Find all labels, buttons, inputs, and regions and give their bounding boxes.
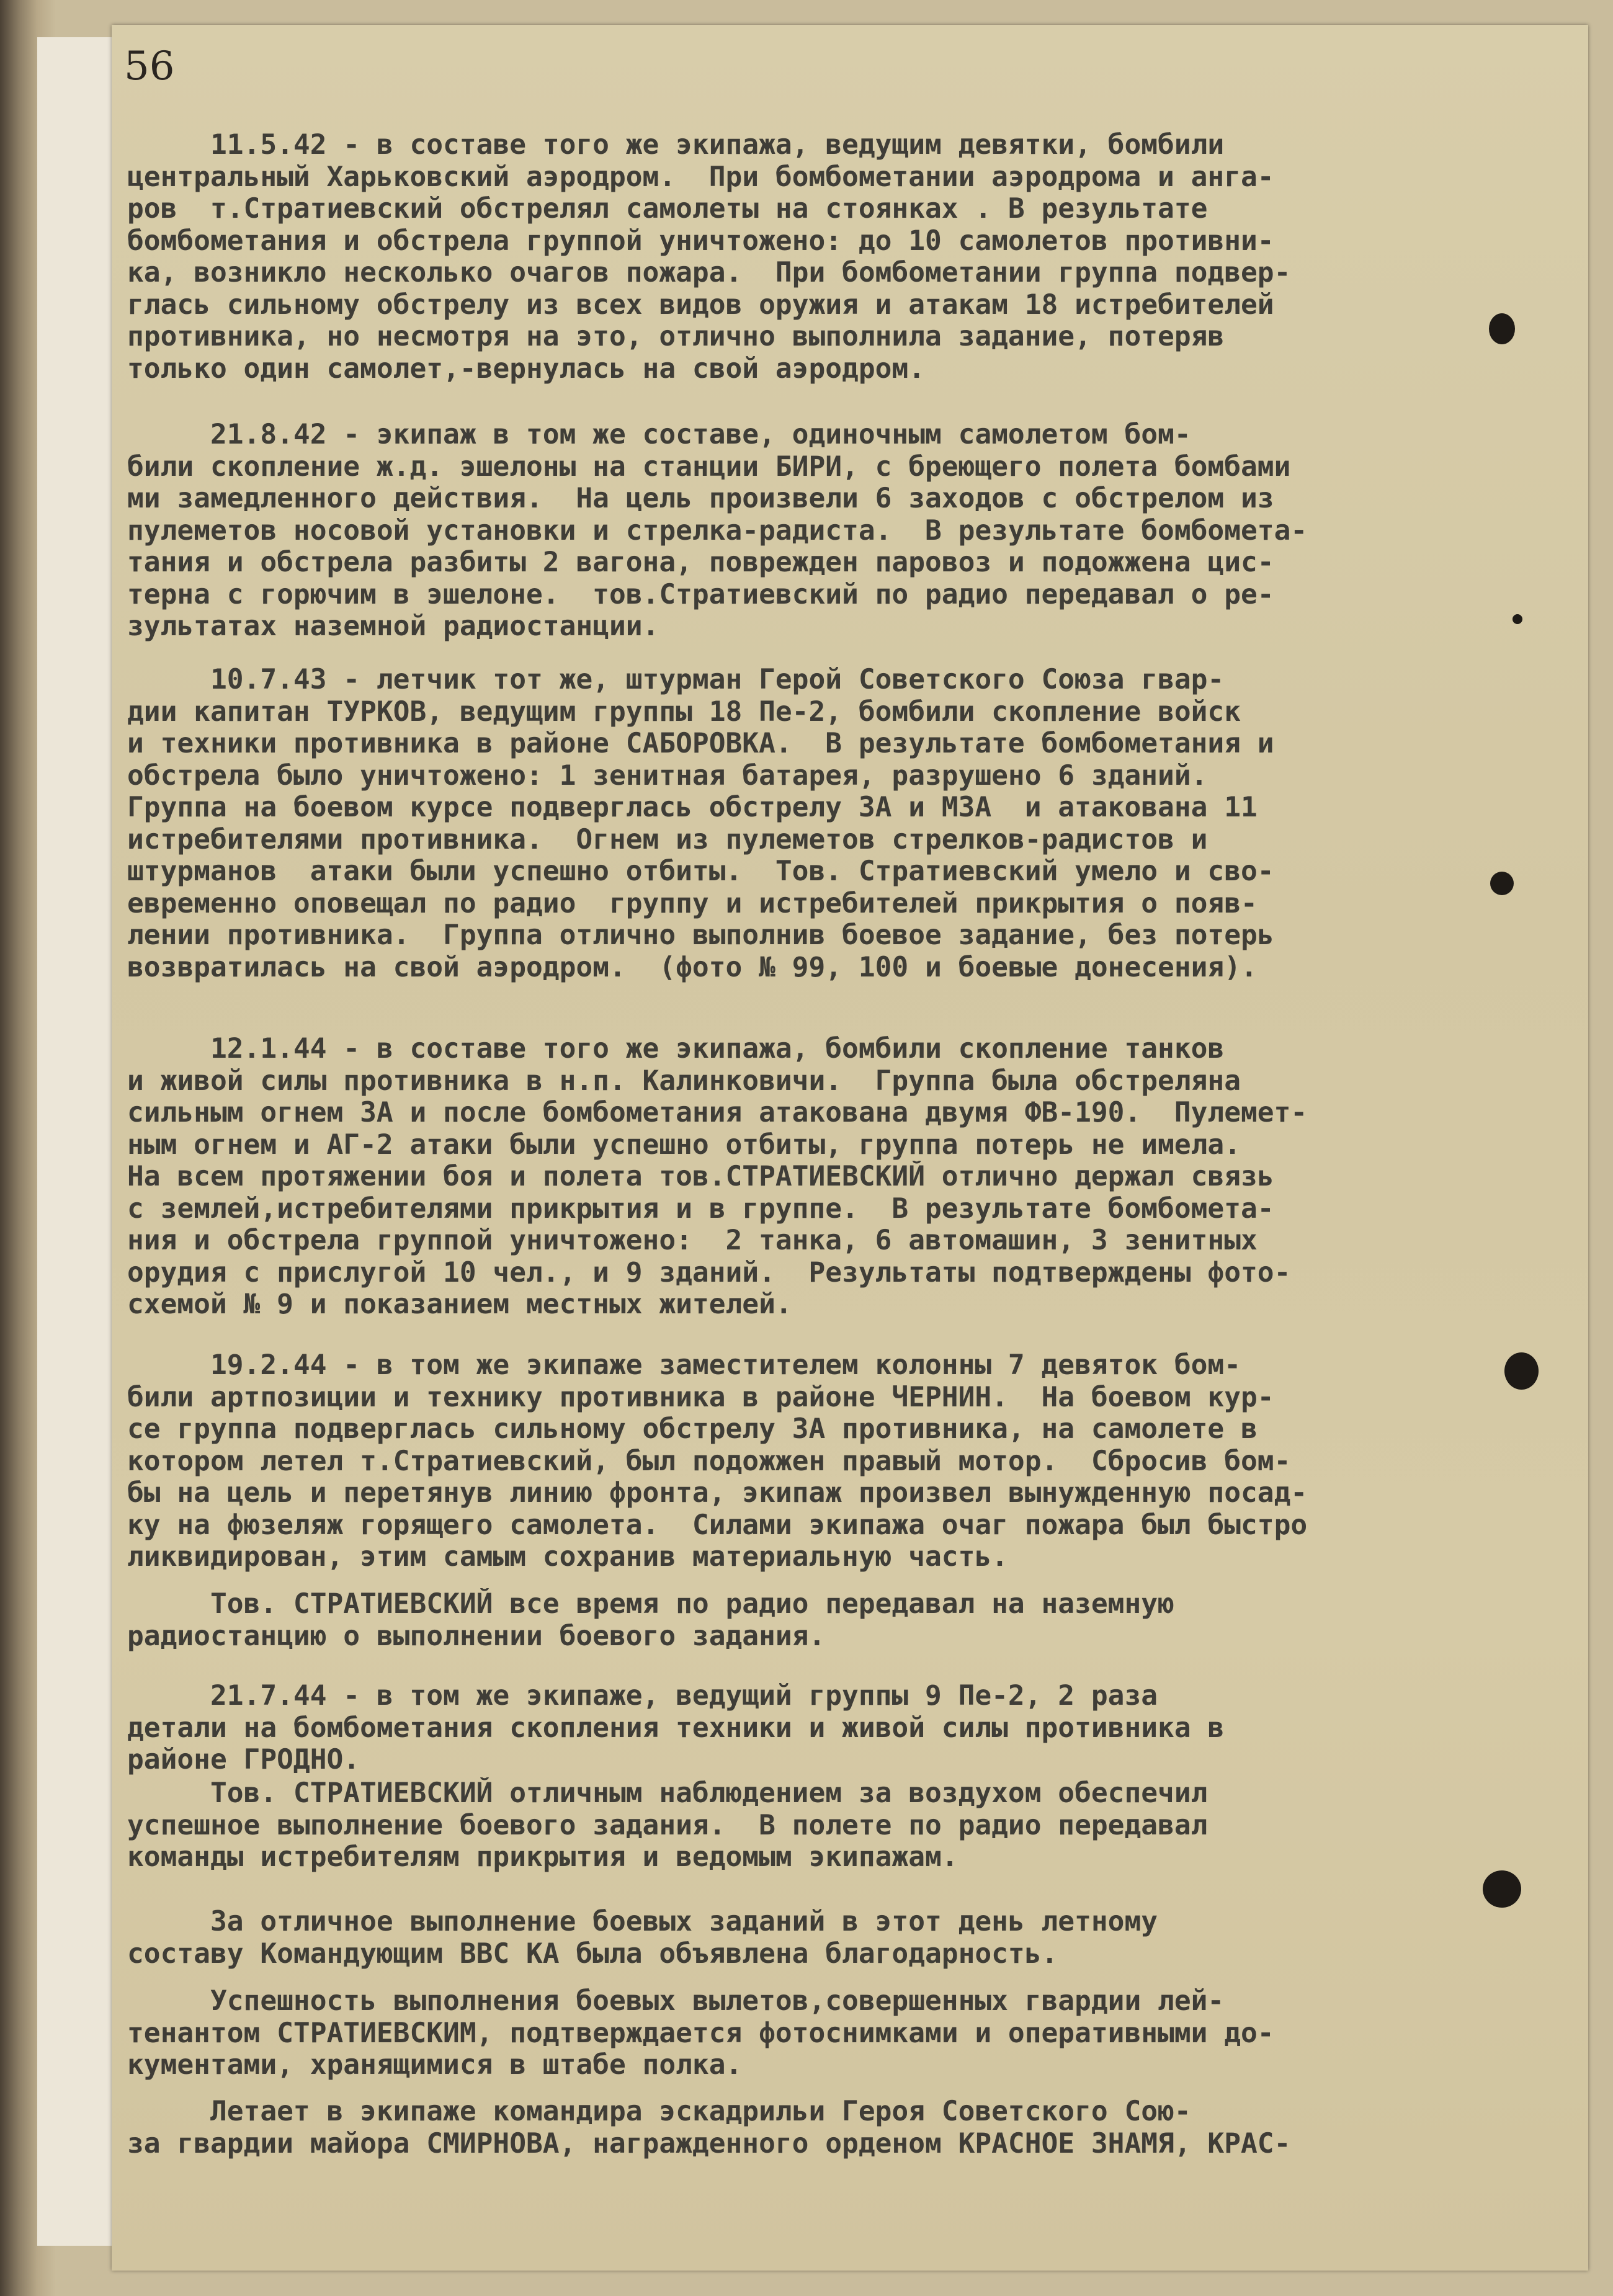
text-line: лении противника. Группа отлично выполнив боевое задание, без потерь (127, 919, 1274, 951)
text-line: противника, но несмотря на это, отлично выполнила задание, потеряв (127, 321, 1225, 352)
paragraph-success-confirmation (127, 1985, 1498, 2081)
text-line: Тов. СТРАТИЕВСКИЙ отличным наблюдением за воздухом обеспечил (127, 1777, 1208, 1809)
text-line: штурманов атаки были успешно отбиты. Тов. Стратиевский умело и сво- (127, 855, 1274, 887)
text-line: ку на фюзеляж горящего самолета. Силами экипажа очаг пожара был быстро (127, 1509, 1308, 1541)
text-line: составу Командующим ВВС КА была объявлена благодарность. (127, 1937, 1058, 1970)
text-line: ка, возникло несколько очагов пожара. При бомбометании группа подвер- (127, 257, 1291, 288)
text-line: тенантом СТРАТИЕВСКИМ, подтверждается фотоснимками и оперативными до- (127, 2017, 1274, 2049)
ink-blot (1483, 1870, 1521, 1908)
text-line: котором летел т.Стратиевский, был подожжен правый мотор. Сбросив бом- (127, 1445, 1291, 1477)
text-line: успешное выполнение боевого задания. В полете по радио передавал (127, 1809, 1208, 1841)
paragraph-radio-report (127, 1588, 1498, 1652)
text-line: 21.8.42 - экипаж в том же составе, одиночным самолетом бом- (127, 419, 1191, 450)
text-line: ния и обстрела группой уничтожено: 2 танка, 6 автомашин, 3 зенитных (127, 1225, 1258, 1256)
text-line: ров т.Стратиевский обстрелял самолеты на стоянках . В результате (127, 193, 1208, 225)
text-line: центральный Харьковский аэродром. При бомбометании аэродрома и анга- (127, 161, 1274, 193)
text-line: били артпозиции и технику противника в районе ЧЕРНИН. На боевом кур- (127, 1381, 1274, 1413)
text-line: пулеметов носовой установки и стрелка-радиста. В результате бомбомета- (127, 514, 1308, 547)
text-line: Группа на боевом курсе подверглась обстрелу ЗА и МЗА и атакована 11 (127, 792, 1258, 823)
text-line: и живой силы противника в н.п. Калинковичи. Группа была обстреляна (127, 1065, 1241, 1097)
paragraph-21-8-42 (127, 419, 1498, 643)
text-line: 21.7.44 - в том же экипаже, ведущий группы 9 Пе-2, 2 раза (127, 1680, 1158, 1712)
text-line: за гвардии майора СМИРНОВА, награжденного орденом КРАСНОЕ ЗНАМЯ, КРАС- (127, 2127, 1291, 2160)
text-line: сильным огнем ЗА и после бомбометания атакована двумя ФВ-190. Пулемет- (127, 1097, 1308, 1128)
paragraph-12-1-44 (127, 1033, 1498, 1321)
text-line: глась сильному обстрелу из всех видов оружия и атакам 18 истребителей (127, 288, 1274, 321)
paragraph-10-7-43 (127, 664, 1498, 983)
text-line: зультатах наземной радиостанции. (127, 610, 659, 642)
text-line: се группа подверглась сильному обстрелу ЗА противника, на самолете в (127, 1413, 1258, 1445)
text-line: 19.2.44 - в том же экипаже заместителем колонны 7 девяток бом- (127, 1349, 1241, 1381)
text-line: истребителями противника. Огнем из пулеметов стрелков-радистов и (127, 823, 1208, 855)
page-number: 56 (124, 43, 175, 89)
paragraph-19-2-44 (127, 1349, 1498, 1573)
text-line: 12.1.44 - в составе того же экипажа, бомбили скопление танков (127, 1033, 1225, 1065)
text-line: Тов. СТРАТИЕВСКИЙ все время по радио передавал на наземную (127, 1588, 1174, 1620)
ink-blot (1490, 872, 1514, 895)
text-line: районе ГРОДНО. (127, 1744, 360, 1776)
text-line: только один самолет,-вернулась на свой аэродром. (127, 352, 925, 385)
text-line: дии капитан ТУРКОВ, ведущим группы 18 Пе-2, бомбили скопление войск (127, 695, 1241, 728)
text-line: били скопление ж.д. эшелоны на станции БИРИ, с бреющего полета бомбами (127, 450, 1291, 483)
text-line: бомбометания и обстрела группой уничтожено: до 10 самолетов противни- (127, 225, 1274, 257)
text-line: Летает в экипаже командира эскадрильи Героя Советского Сою- (127, 2096, 1191, 2127)
text-line: 10.7.43 - летчик тот же, штурман Герой Советского Союза гвар- (127, 664, 1225, 695)
text-line: евременно оповещал по радио группу и истребителей прикрытия о появ- (127, 887, 1258, 919)
ink-blot (1489, 313, 1515, 344)
text-line: бы на цель и перетянув линию фронта, экипаж произвел вынужденную посад- (127, 1477, 1308, 1509)
paragraph-21-7-44 (127, 1680, 1498, 1776)
text-line: На всем протяжении боя и полета тов.СТРАТИЕВСКИЙ отлично держал связь (127, 1161, 1274, 1192)
text-line: 11.5.42 - в составе того же экипажа, ведущим девятки, бомбили (127, 129, 1225, 161)
ink-blot (1512, 614, 1522, 624)
text-line: команды истребителям прикрытия и ведомым экипажам. (127, 1841, 958, 1873)
text-line: ликвидирован, этим самым сохранив материальную часть. (127, 1541, 1008, 1573)
text-line: орудия с прислугой 10 чел., и 9 зданий. Результаты подтверждены фото- (127, 1256, 1291, 1289)
text-line: ным огнем и АГ-2 атаки были успешно отбиты, группа потерь не имела. (127, 1128, 1241, 1161)
text-line: с землей,истребителями прикрытия и в группе. В результате бомбомета- (127, 1192, 1274, 1225)
text-line: детали на бомбометания скопления техники и живой силы противника в (127, 1712, 1225, 1744)
paragraph-crew-commander (127, 2096, 1498, 2160)
text-line: кументами, хранящимися в штабе полка. (127, 2049, 743, 2081)
text-line: Успешность выполнения боевых вылетов,совершенных гвардии лей- (127, 1985, 1225, 2017)
paragraph-gratitude (127, 1906, 1498, 1970)
text-line: ми замедленного действия. На цель произвели 6 заходов с обстрелом из (127, 483, 1274, 514)
text-line: схемой № 9 и показанием местных жителей. (127, 1289, 792, 1320)
paragraph-11-5-42 (127, 129, 1498, 385)
text-line: радиостанцию о выполнении боевого задания. (127, 1620, 826, 1652)
paragraph-observation (127, 1777, 1498, 1874)
text-line: терна с горючим в эшелоне. тов.Стратиевский по радио передавал о ре- (127, 578, 1274, 610)
text-line: За отличное выполнение боевых заданий в этот день летному (127, 1906, 1158, 1937)
text-line: возвратилась на свой аэродром. (фото № 99, 100 и боевые донесения). (127, 951, 1258, 983)
text-line: и техники противника в районе САБОРОВКА. В результате бомбометания и (127, 728, 1274, 759)
text-line: обстрела было уничтожено: 1 зенитная батарея, разрушено 6 зданий. (127, 759, 1208, 792)
ink-blot (1504, 1352, 1539, 1390)
text-line: тания и обстрела разбиты 2 вагона, поврежден паровоз и подожжена цис- (127, 547, 1274, 578)
